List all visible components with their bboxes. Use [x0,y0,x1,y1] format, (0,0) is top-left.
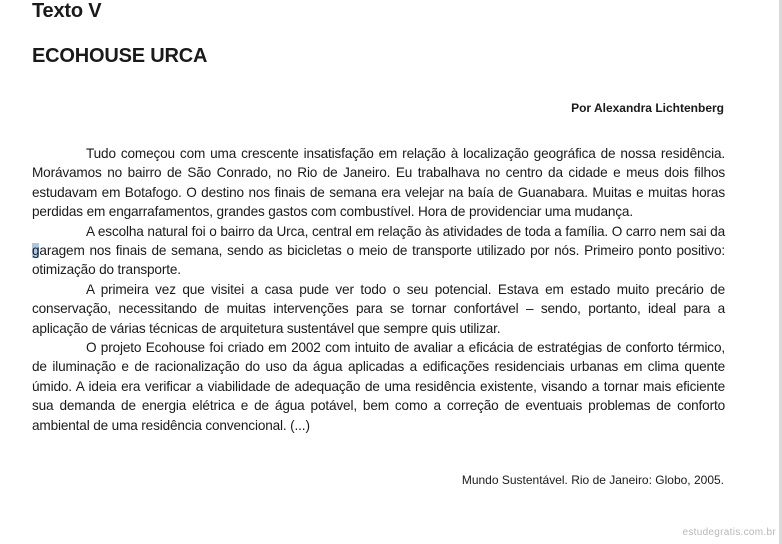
paragraph-3: A primeira vez que visitei a casa pude ver todo o seu potencial. Estava em estado muito precário de conservação, necessitando de muitas intervenções para se tornar confortável – sendo, portanto, ideal para a aplicação de várias técnicas de arquitetura sustentável que sempre quis utilizar. [32,281,725,336]
section-label: Texto V [32,0,102,22]
source-citation: Mundo Sustentável. Rio de Janeiro: Globo, 2005. [461,473,724,487]
paragraph-4: O projeto Ecohouse foi criado em 2002 com intuito de avaliar a eficácia de estratégias de conforto térmico, de iluminação e de racionalização do uso da água aplicadas a edificações residenciais urbanas em clima quente úmido. A ideia era verificar a viabilidade de adequação de uma residência existente, visando a tornar mais eficiente sua demanda de energia elétrica e de água potável, bem como a correção de eventuais problemas de conforto ambiental de uma residência convencional. (...) [32,340,725,433]
paragraph-2-text-start: A escolha natural foi o bairro da Urca, central em relação às atividades de toda a família. O carro nem sai da [86,223,725,239]
article-body [32,144,725,435]
text-selection-highlight[interactable]: g [32,243,40,259]
site-watermark: estudegratis.com.br [682,527,776,538]
paragraph-2 [32,222,725,280]
paragraph-2-text-end: aragem nos finais de semana, sendo as bicicletas o meio de transporte utilizado por nós. Primeiro ponto positivo: otimização do transporte. [32,243,725,278]
paragraph-1: Tudo começou com uma crescente insatisfação em relação à localização geográfica de nossa residência. Morávamos no bairro de São Conrado, no Rio de Janeiro. Eu trabalhava no centro da cidade e meus dois filhos estudavam em Botafogo. O destino nos finais de semana era velejar na baía de Guanabara. Muitas e muitas horas perdidas em engarrafamentos, grandes gastos com combustível. Hora de providenciar uma mudança. [32,146,725,220]
article-title: ECOHOUSE URCA [32,45,208,67]
article-author: Por Alexandra Lichtenberg [571,101,724,115]
